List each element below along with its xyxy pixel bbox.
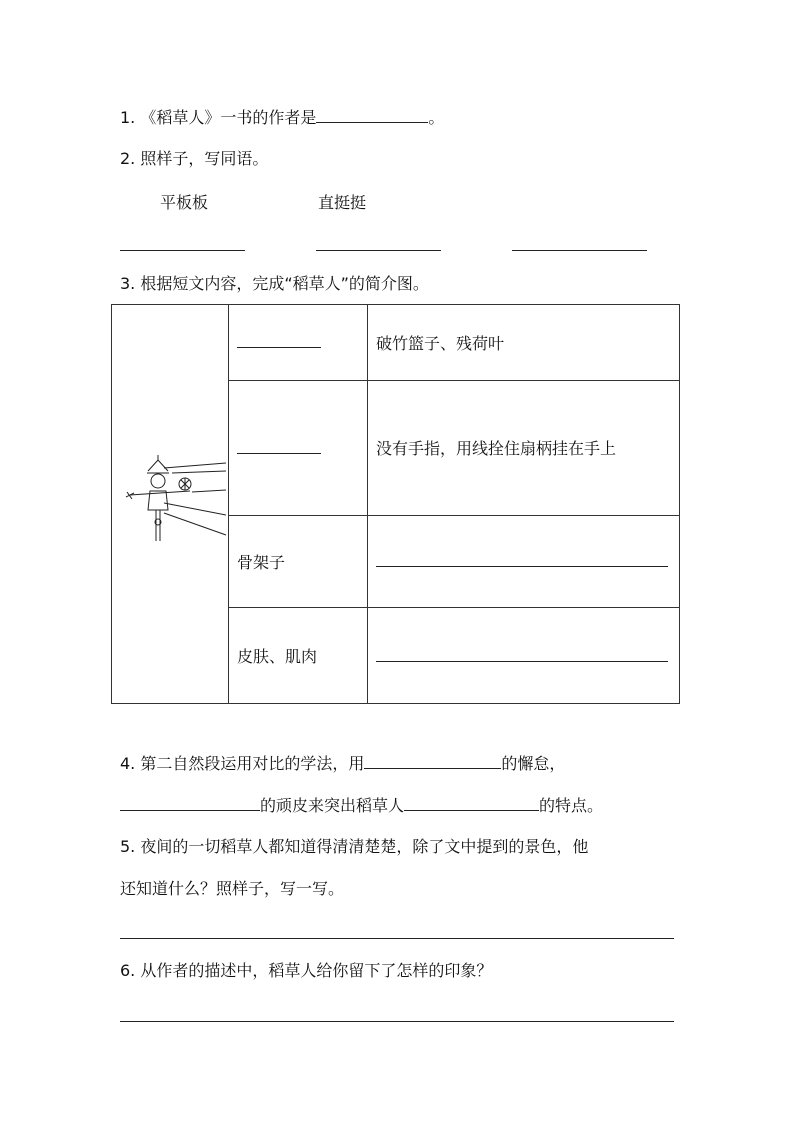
q4-answer-blank-3[interactable] xyxy=(404,795,539,811)
description-cell: 没有手指，用线拴住扇柄挂在手上 xyxy=(368,380,680,515)
part-cell: 骨架子 xyxy=(229,515,368,608)
question-4-text: 4. 第二自然段运用对比的学法，用 xyxy=(120,754,365,773)
scarecrow-illustration xyxy=(112,305,228,699)
q6-answer-line[interactable] xyxy=(120,1021,674,1022)
question-4-line-2 xyxy=(120,795,603,817)
question-5-line-1: 5. 夜间的一切稻草人都知道得清清楚楚，除了文中提到的景色，他 xyxy=(120,837,589,856)
part-answer-blank-1[interactable] xyxy=(237,332,321,348)
description-cell[interactable] xyxy=(368,515,680,608)
description-cell[interactable] xyxy=(368,608,680,704)
part-cell: 皮肤、肌肉 xyxy=(229,608,368,704)
question-5-line-2: 还知道什么？照样子，写一写。 xyxy=(120,879,345,898)
question-4-line-1 xyxy=(120,753,565,775)
scarecrow-picture-cell xyxy=(112,305,229,704)
synonym-answer-blank-2[interactable] xyxy=(316,250,441,251)
question-2-title: 2. 照样子，写同语。 xyxy=(120,149,269,168)
question-6-text: 6. 从作者的描述中，稻草人给你留下了怎样的印象？ xyxy=(120,961,493,980)
q5-answer-line[interactable] xyxy=(120,938,674,939)
question-1-suffix: 。 xyxy=(428,108,445,127)
description-answer-blank-2[interactable] xyxy=(376,646,668,662)
q4-answer-blank-2[interactable] xyxy=(120,795,260,811)
part-cell[interactable] xyxy=(229,305,368,381)
table-row xyxy=(112,305,680,381)
question-1 xyxy=(120,107,444,129)
part-answer-blank-2[interactable] xyxy=(237,438,321,454)
question-4-text: 的顽皮来突出稻草人 xyxy=(260,796,405,815)
scarecrow-intro-table xyxy=(111,304,680,704)
question-1-text: 1. 《稻草人》一书的作者是 xyxy=(120,108,317,127)
example-word-1: 平板板 xyxy=(160,193,209,212)
description-cell: 破竹篮子、残荷叶 xyxy=(368,305,680,381)
q4-answer-blank-1[interactable] xyxy=(364,753,501,769)
question-4-text: 的懈怠， xyxy=(501,754,566,773)
question-3-title: 3. 根据短文内容，完成“稻草人”的简介图。 xyxy=(120,274,429,293)
synonym-answer-blank-3[interactable] xyxy=(512,250,647,251)
question-4-text: 的特点。 xyxy=(539,796,604,815)
synonym-answer-blank-1[interactable] xyxy=(120,250,245,251)
author-answer-blank[interactable] xyxy=(316,107,428,123)
example-word-2: 直挺挺 xyxy=(318,193,367,212)
description-answer-blank-1[interactable] xyxy=(376,551,668,567)
part-cell[interactable] xyxy=(229,380,368,515)
